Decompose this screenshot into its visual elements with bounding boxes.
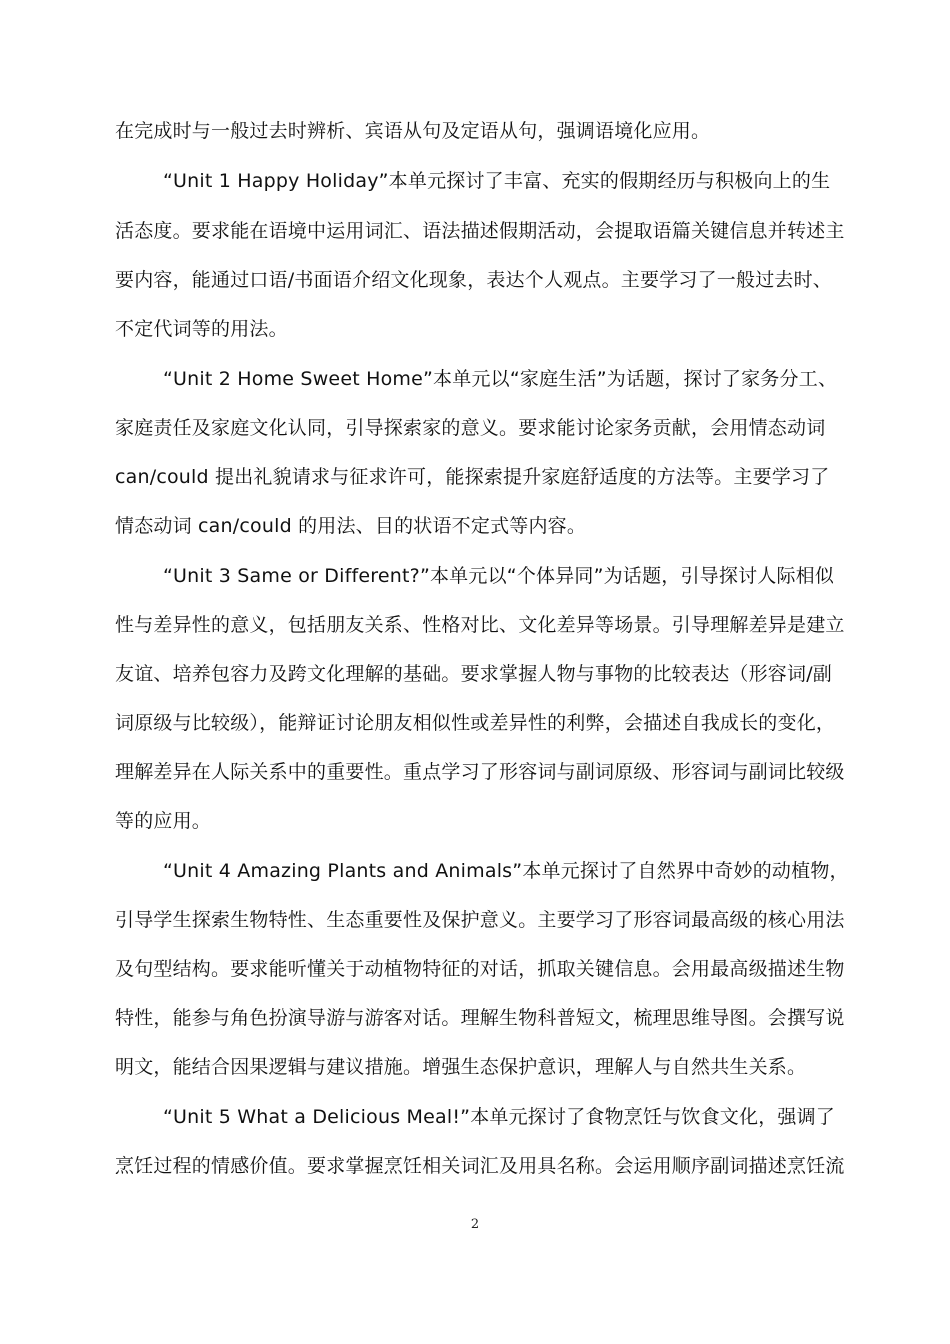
text-line: 性与差异性的意义，包括朋友关系、性格对比、文化差异等场景。引导理解差异是建立 xyxy=(115,614,845,636)
text-line: 引导学生探索生物特性、生态重要性及保护意义。主要学习了形容词最高级的核心用法 xyxy=(115,909,845,931)
text-line: 及句型结构。要求能听懂关于动植物特征的对话，抓取关键信息。会用最高级描述生物 xyxy=(115,958,845,980)
text-line: can/could 提出礼貌请求与征求许可，能探索提升家庭舒适度的方法等。主要学习了 xyxy=(115,466,830,488)
text-line: 活态度。要求能在语境中运用词汇、语法描述假期活动，会提取语篇关键信息并转述主 xyxy=(115,220,845,242)
text-line: 词原级与比较级），能辩证讨论朋友相似性或差异性的利弊，会描述自我成长的变化， xyxy=(115,712,836,734)
page-number: 2 xyxy=(470,1217,480,1232)
paragraph-unit4-line: “Unit 4 Amazing Plants and Animals”本单元探讨了自然界中奇妙的动植物， xyxy=(163,860,849,882)
paragraph-unit2-line: “Unit 2 Home Sweet Home”本单元以“家庭生活”为话题，探讨了家务分工、 xyxy=(163,368,838,390)
text-line: 明文，能结合因果逻辑与建议措施。增强生态保护意识，理解人与自然共生关系。 xyxy=(115,1056,807,1078)
text-line: 不定代词等的用法。 xyxy=(115,318,288,340)
text-line: 情态动词 can/could 的用法、目的状语不定式等内容。 xyxy=(115,515,587,537)
text-line: 等的应用。 xyxy=(115,810,212,832)
text-line: 要内容，能通过口语/书面语介绍文化现象，表达个人观点。主要学习了一般过去时、 xyxy=(115,269,833,291)
paragraph-unit1-line: “Unit 1 Happy Holiday”本单元探讨了丰富、充实的假期经历与积极向上的生 xyxy=(163,170,831,192)
text-line: 特性，能参与角色扮演导游与游客对话。理解生物科普短文，梳理思维导图。会撰写说 xyxy=(115,1007,845,1029)
text-line: 烹饪过程的情感价值。要求掌握烹饪相关词汇及用具名称。会运用顺序副词描述烹饪流 xyxy=(115,1155,845,1177)
paragraph-unit3-line: “Unit 3 Same or Different?”本单元以“个体异同”为话题，引导探讨人际相似 xyxy=(163,565,835,587)
text-line: 友谊、培养包容力及跨文化理解的基础。要求掌握人物与事物的比较表达（形容词/副 xyxy=(115,663,833,685)
text-line: 理解差异在人际关系中的重要性。重点学习了形容词与副词原级、形容词与副词比较级 xyxy=(115,761,845,783)
text-line: 家庭责任及家庭文化认同，引导探索家的意义。要求能讨论家务贡献，会用情态动词 xyxy=(115,417,826,439)
paragraph-unit5-line: “Unit 5 What a Delicious Meal!”本单元探讨了食物烹饪与饮食文化，强调了 xyxy=(163,1106,836,1128)
text-line: 在完成时与一般过去时辨析、宾语从句及定语从句，强调语境化应用。 xyxy=(115,120,711,142)
